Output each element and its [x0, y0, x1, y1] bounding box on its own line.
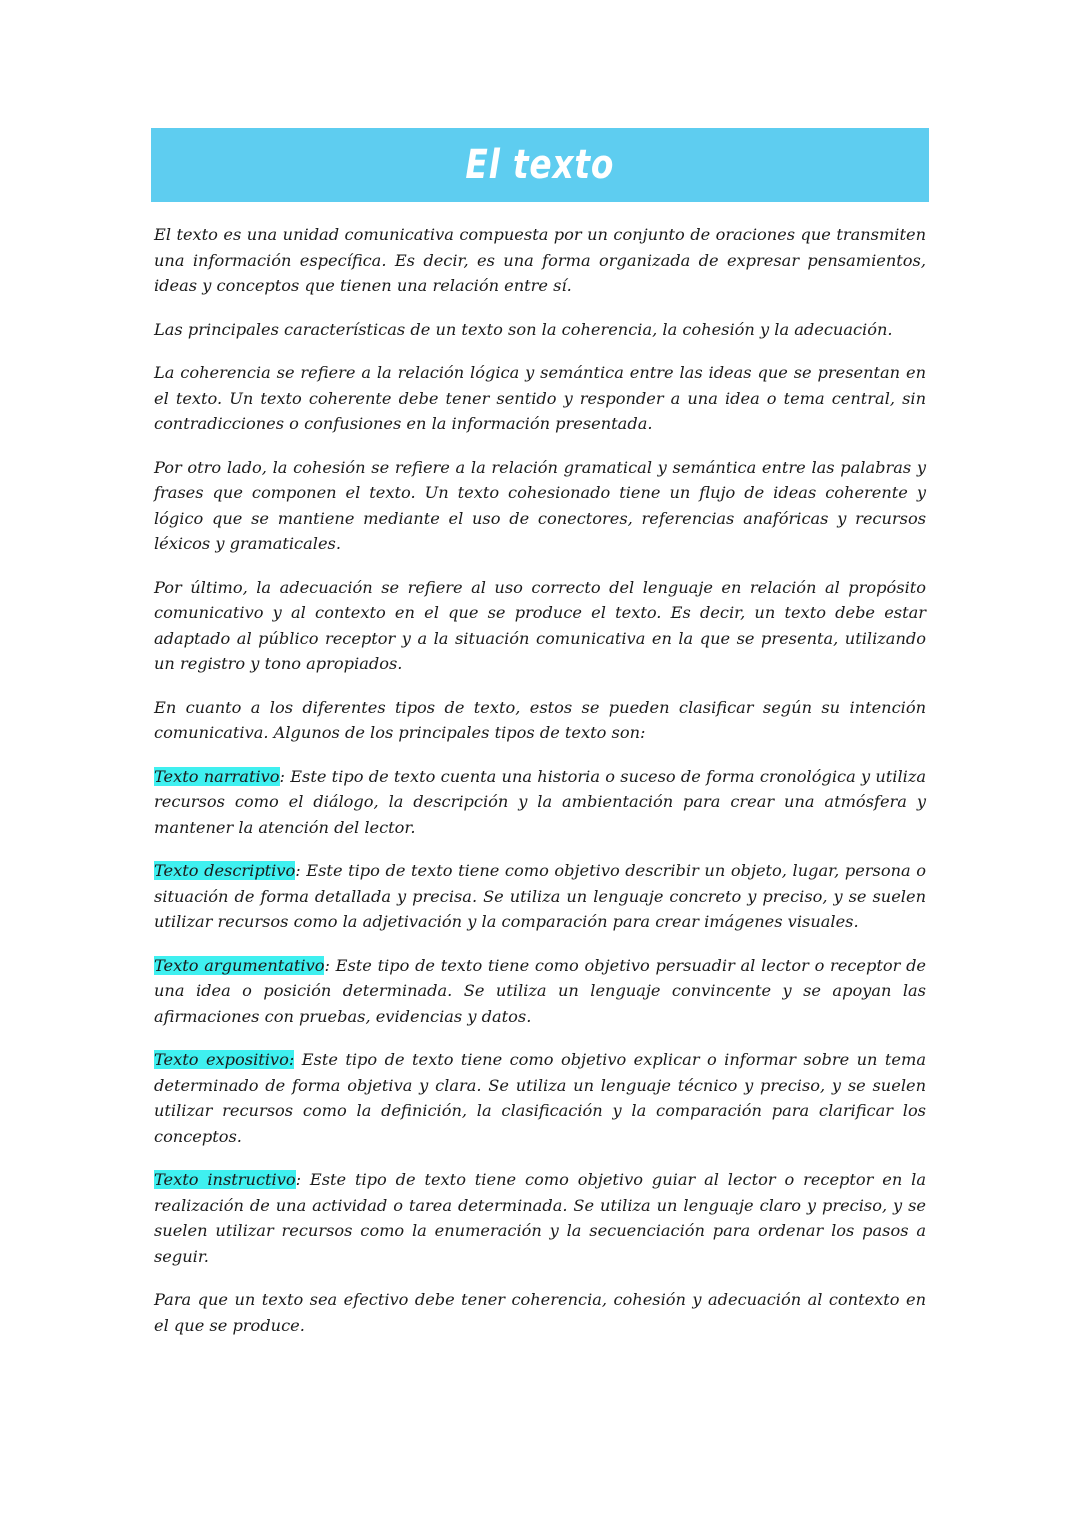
highlighted-term: Texto argumentativo [154, 955, 325, 975]
highlighted-term: Texto narrativo [154, 766, 280, 786]
paragraph-type-descriptive [154, 858, 926, 935]
type-description: Este tipo de texto tiene como objetivo explicar o informar sobre un tema determinado de forma objetiva y clara. Se utiliza un lenguaje técnico y preciso, y se suelen utilizar recursos como la definición, la clasificación y la comparación para clarificar los conceptos. [154, 1050, 926, 1146]
document-body [154, 222, 926, 1356]
paragraph-type-narrative [154, 764, 926, 841]
paragraph-types-intro: En cuanto a los diferentes tipos de texto, estos se pueden clasificar según su intención comunicativa. Algunos de los principales tipos de texto son: [154, 697, 926, 742]
highlighted-term: Texto descriptivo [154, 861, 296, 880]
paragraph-coherence: La coherencia se refiere a la relación lógica y semántica entre las ideas que se presentan en el texto. Un texto coherente debe tener sentido y responder a una idea o tema central, sin contradicciones o confusiones en la información presentada. [154, 363, 926, 433]
page-title: El texto [465, 142, 615, 188]
type-description: : Este tipo de texto cuenta una historia o suceso de forma cronológica y utiliza recursos como el diálogo, la descripción y la ambientación para crear una atmósfera y mantener la atención del lector. [154, 766, 927, 837]
type-description: : Este tipo de texto tiene como objetivo guiar al lector o receptor en la realización de una actividad o tarea determinada. Se utiliza un lenguaje claro y preciso, y se suelen utilizar recursos como la enumeración y la secuenciación para ordenar los pasos a seguir. [154, 1170, 926, 1266]
type-description: : Este tipo de texto tiene como objetivo persuadir al lector o receptor de una idea o posición determinada. Se utiliza un lenguaje convincente y se apoyan las afirmaciones con pruebas, evidencias y datos. [154, 955, 927, 1026]
paragraph-type-instructive [154, 1167, 926, 1269]
paragraph-type-expository [154, 1047, 926, 1149]
paragraph-conclusion: Para que un texto sea efectivo debe tener coherencia, cohesión y adecuación al contexto en el que se produce. [154, 1290, 926, 1335]
type-description: : Este tipo de texto tiene como objetivo describir un objeto, lugar, persona o situación de forma detallada y precisa. Se utiliza un lenguaje concreto y preciso, y se suelen utilizar recursos como la adjetivación y la comparación para crear imágenes visuales. [154, 861, 926, 931]
paragraph-adequacy: Por último, la adecuación se refiere al uso correcto del lenguaje en relación al propósito comunicativo y al contexto en el que se produce el texto. Es decir, un texto debe estar adaptado al público receptor y a la situación comunicativa en la que se presenta, utilizando un registro y tono apropiados. [154, 577, 926, 673]
paragraph-type-argumentative [154, 953, 926, 1030]
highlighted-term: Texto instructivo [154, 1170, 296, 1189]
title-banner [151, 128, 929, 202]
paragraph-characteristics: Las principales características de un texto son la coherencia, la cohesión y la adecuación. [154, 319, 893, 339]
highlighted-term: Texto expositivo: [154, 1050, 295, 1069]
paragraph-cohesion: Por otro lado, la cohesión se refiere a la relación gramatical y semántica entre las palabras y frases que componen el texto. Un texto cohesionado tiene un flujo de ideas coherente y lógico que se mantiene mediante el uso de conectores, referencias anafóricas y recursos léxicos y gramaticales. [154, 457, 926, 553]
paragraph-definition: El texto es una unidad comunicativa compuesta por un conjunto de oraciones que transmiten una información específica. Es decir, es una forma organizada de expresar pensamientos, ideas y conceptos que tienen una relación entre sí. [154, 225, 926, 295]
